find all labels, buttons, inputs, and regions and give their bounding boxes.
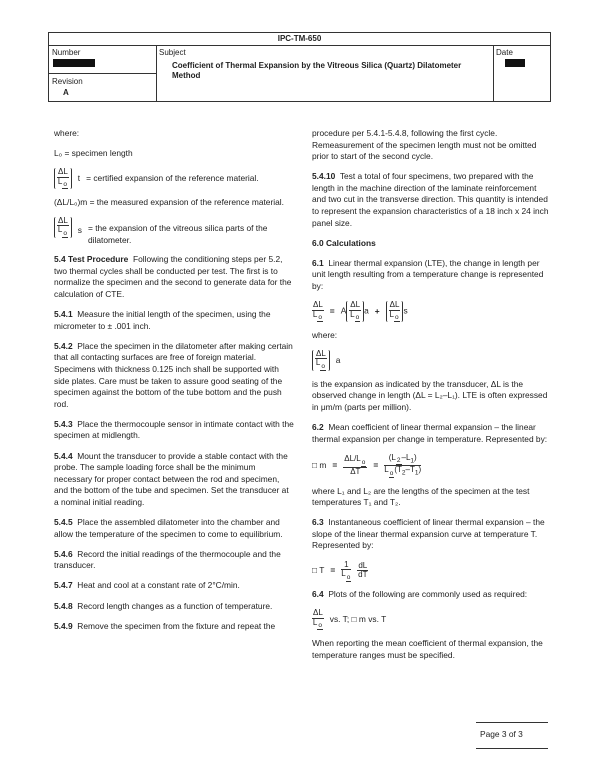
continued-text: procedure per 5.4.1-5.4.8, following the first cycle. Remeasurement of the specimen length must not be omitted prior to start of the second cycle. [312,128,537,162]
section-5-4-9: 5.4.9 Remove the specimen from the fixture and repeat the [54,620,276,631]
calculations-heading: 6.0 Calculations [312,237,376,248]
revision-value: A [63,88,69,98]
a-definition: is the expansion as indicated by the transducer, ΔL is the observed change in length (ΔL = L₂–L₁). LTE is often expressed in μm/m (parts per million). [312,378,548,412]
section-5-4-2: 5.4.2 Place the specimen in the dilatometer after making certain that all contacting surfaces are free of foreign material. Specimens with thickness 0.125 inch shall be supported with side plates. Care must be taken to assure good seating of the specimen against the bottom of the tube bottom and the push rod. [54,340,293,409]
footer-rule-bottom [476,748,548,749]
section-5-4-10: 5.4.10 Test a total of four specimens, two prepared with the length in the machine direction of the laminate reinforcement and two cut in the transverse direction. This quantity is intended to represent the expansion characteristics of a 18 inch x 24 inch panel size. [312,171,549,228]
t-symbol: $\frac{\Delta L}{L_o}$ [54,168,72,189]
reporting-note: When reporting the mean coefficient of thermal expansion, the temperature ranges must be specified. [312,638,543,660]
number-label: Number [52,48,81,57]
number-cell [49,45,157,101]
left-column [54,128,294,641]
instantaneous-equation: □ T = $\frac{1}{L_o}$ $\frac{dL}{dT}$ [312,559,368,581]
l-definition: where L₁ and L₂ are the lengths of the specimen at the test temperatures T₁ and T₂. [312,485,530,508]
mean-cte-equation: □ m = $\frac{\Delta L/L_o}{\Delta T}$ = $\frac{(L_2-L_1)}{L_o(T_2-T_1)}$ [312,452,422,477]
section-5-4: 5.4 Test Procedure Following the conditioning steps per 5.2, two thermal cycles shall be conducted per test. The first is to normalize the specimen and the second to generate data for the calculation of CTE. [54,254,292,300]
header-box [48,32,551,102]
t-definition: $\frac{\Delta L}{L_o}$ t = certified expansion of the reference material. [54,168,294,189]
redacted-date [505,59,525,67]
a-symbol: $\frac{\Delta L}{L_o}$ a [312,350,552,371]
footer-rule-top [476,722,548,723]
revision-cell [49,73,156,98]
section-5-4-6: 5.4.6 Record the initial readings of the thermocouple and the transducer. [54,548,281,571]
m-definition: (ΔL/L₀)m = the measured expansion of the reference material. [54,196,284,207]
plots-expression: $\frac{\Delta L}{L_o}$ vs. T; □ m vs. T [312,608,387,630]
section-5-4-5: 5.4.5 Place the assembled dilatometer into the chamber and allow the temperature of the specimen to come to equilibrium. [54,517,283,539]
section-6-2: 6.2 Mean coefficient of linear thermal expansion – the linear thermal expansion per change in temperature. Represented by: [312,422,548,444]
s-definition: $\frac{\Delta L}{L_o}$ s = the expansion of the vitreous silica parts of the dilatometer. [54,217,294,246]
section-5-4-1: 5.4.1 Measure the initial length of the specimen, using the micrometer to ± .001 inch. [54,309,271,331]
doc-number: IPC-TM-650 [49,33,550,46]
date-cell [493,45,550,101]
where-label: where: [54,128,80,138]
s-symbol: $\frac{\Delta L}{L_o}$ [54,217,72,238]
lte-equation: $\frac{\Delta L}{L_o}$ = A $\frac{\Delta L}{L_o}$ a + $\frac{\Delta L}{L_o}$ s [312,300,408,322]
section-5-4-3: 5.4.3 Place the thermocouple sensor in intimate contact with the specimen at midlength. [54,418,294,441]
section-6-4: 6.4 Plots of the following are commonly used as required: [312,589,528,600]
where-label-2: where: [312,329,338,340]
page-number: Page 3 of 3 [480,729,523,739]
redacted-number [53,59,95,67]
subject-label: Subject [159,48,186,57]
right-column [312,128,552,670]
section-5-4-8: 5.4.8 Record length changes as a function of temperature. [54,600,273,611]
subject-text: Coefficient of Thermal Expansion by the Vitreous Silica (Quartz) Dilatometer Method [172,61,462,80]
section-5-4-4: 5.4.4 Mount the transducer to provide a stable contact with the probe. The sample loading force shall be the minimum necessary for proper contact between the rod and specimen, and the bottom of the tube and specimen. Set the transducer at a nominal initial reading. [54,450,289,507]
revision-label: Revision [52,77,83,86]
date-label: Date [496,48,513,57]
subject-cell [156,45,494,101]
section-6-3: 6.3 Instantaneous coefficient of linear thermal expansion – the slope of the linear thermal expansion curve at temperature T. Represented by: [312,517,545,551]
section-5-4-7: 5.4.7 Heat and cool at a constant rate of 2°C/min. [54,580,240,591]
lo-definition: L₀ = specimen length [54,148,133,159]
section-6-1: 6.1 Linear thermal expansion (LTE), the change in length per unit length resulting from a temperature change is represented by: [312,257,544,292]
